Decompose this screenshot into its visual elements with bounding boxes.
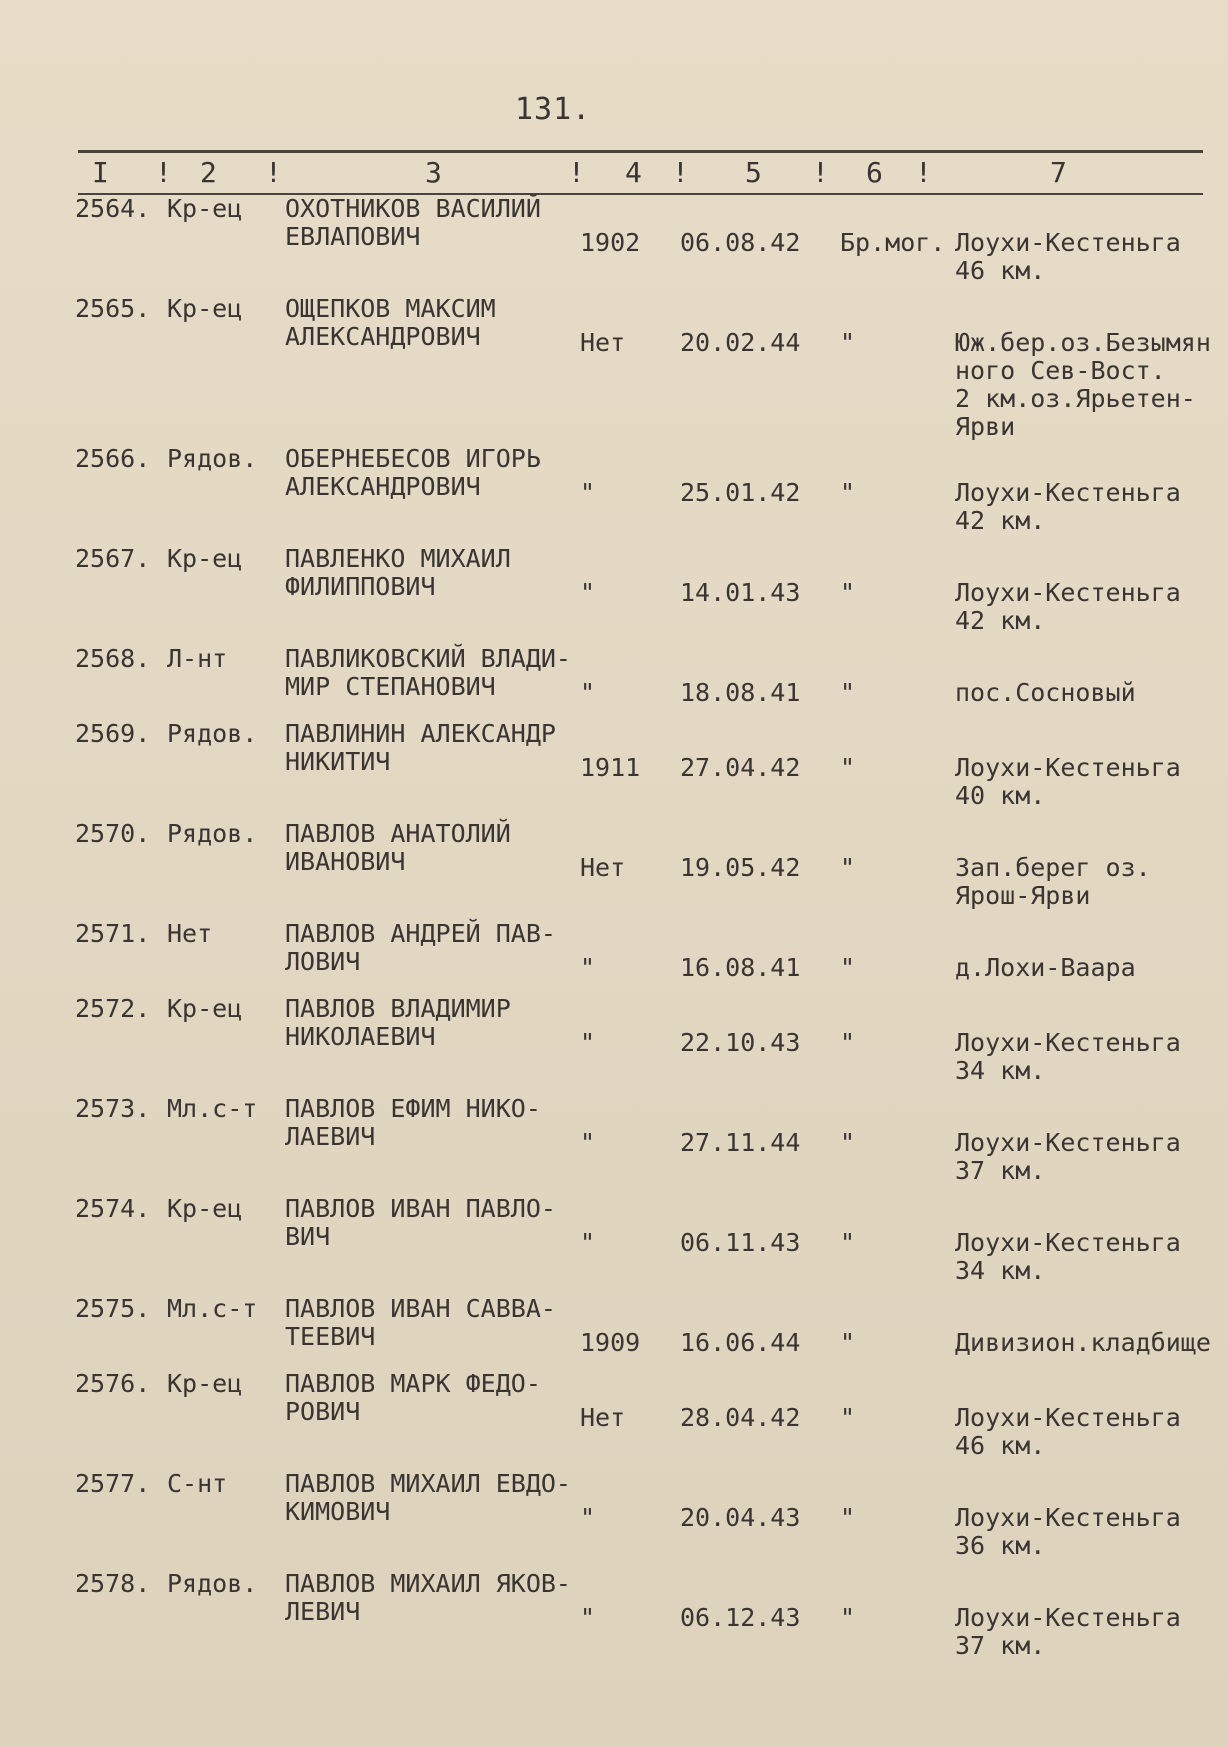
- birth-year: Нет: [580, 1403, 626, 1432]
- burial-place: Юж.бер.оз.Безымян ного Сев-Вост. 2 км.оз.Ярьетен- Ярви: [955, 328, 1211, 441]
- column-header-7: 7: [1050, 156, 1067, 189]
- birth-year: ": [580, 953, 596, 982]
- column-separator: !: [812, 156, 829, 189]
- death-date: 20.02.44: [680, 328, 801, 357]
- death-date: 16.08.41: [680, 953, 801, 982]
- column-separator: !: [672, 156, 689, 189]
- rank: Нет: [167, 919, 213, 948]
- burial-type: ": [840, 953, 856, 982]
- burial-place: Лоухи-Кестеньга 34 км.: [955, 1028, 1181, 1085]
- burial-place: Зап.берег оз. Ярош-Ярви: [955, 853, 1151, 910]
- full-name: ОЩЕПКОВ МАКСИМ АЛЕКСАНДРОВИЧ: [285, 294, 496, 351]
- burial-type: ": [840, 678, 856, 707]
- death-date: 19.05.42: [680, 853, 801, 882]
- burial-type: ": [840, 578, 856, 607]
- burial-place: Лоухи-Кестеньга 46 км.: [955, 228, 1181, 285]
- burial-place: Лоухи-Кестеньга 40 км.: [955, 753, 1181, 810]
- burial-type: Бр.мог.: [840, 228, 946, 257]
- table-top-rule: [78, 150, 1203, 153]
- death-date: 06.08.42: [680, 228, 801, 257]
- burial-type: ": [840, 753, 856, 782]
- death-date: 18.08.41: [680, 678, 801, 707]
- birth-year: 1902: [580, 228, 641, 257]
- rank: С-нт: [167, 1469, 228, 1498]
- column-header-4: 4: [625, 156, 642, 189]
- death-date: 16.06.44: [680, 1328, 801, 1357]
- full-name: ПАВЛОВ АНАТОЛИЙ ИВАНОВИЧ: [285, 819, 511, 876]
- full-name: ПАВЛИНИН АЛЕКСАНДР НИКИТИЧ: [285, 719, 556, 776]
- column-header-3: 3: [425, 156, 442, 189]
- column-header-6: 6: [866, 156, 883, 189]
- rank: Рядов.: [167, 719, 258, 748]
- record-number: 2575.: [75, 1294, 151, 1323]
- burial-place: Лоухи-Кестеньга 34 км.: [955, 1228, 1181, 1285]
- rank: Кр-ец: [167, 1194, 243, 1223]
- column-separator: !: [568, 156, 585, 189]
- burial-type: ": [840, 1028, 856, 1057]
- burial-place: Лоухи-Кестеньга 37 км.: [955, 1603, 1181, 1660]
- burial-type: ": [840, 1228, 856, 1257]
- column-separator: !: [265, 156, 282, 189]
- record-number: 2564.: [75, 194, 151, 223]
- rank: Кр-ец: [167, 994, 243, 1023]
- burial-type: ": [840, 328, 856, 357]
- rank: Мл.с-т: [167, 1294, 258, 1323]
- burial-type: ": [840, 1503, 856, 1532]
- full-name: ПАВЛОВ ИВАН ПАВЛО- ВИЧ: [285, 1194, 556, 1251]
- column-separator: !: [915, 156, 932, 189]
- death-date: 22.10.43: [680, 1028, 801, 1057]
- record-number: 2568.: [75, 644, 151, 673]
- rank: Рядов.: [167, 444, 258, 473]
- record-number: 2569.: [75, 719, 151, 748]
- rank: Кр-ец: [167, 294, 243, 323]
- rank: Мл.с-т: [167, 1094, 258, 1123]
- burial-place: Лоухи-Кестеньга 42 км.: [955, 578, 1181, 635]
- burial-type: ": [840, 1128, 856, 1157]
- birth-year: ": [580, 478, 596, 507]
- full-name: ПАВЛЕНКО МИХАИЛ ФИЛИППОВИЧ: [285, 544, 511, 601]
- column-header-5: 5: [745, 156, 762, 189]
- birth-year: ": [580, 1503, 596, 1532]
- birth-year: 1911: [580, 753, 641, 782]
- birth-year: ": [580, 578, 596, 607]
- record-number: 2565.: [75, 294, 151, 323]
- burial-place: д.Лохи-Ваара: [955, 953, 1136, 982]
- burial-type: ": [840, 478, 856, 507]
- column-separator: !: [155, 156, 172, 189]
- burial-type: ": [840, 853, 856, 882]
- burial-type: ": [840, 1603, 856, 1632]
- burial-place: пос.Сосновый: [955, 678, 1136, 707]
- birth-year: ": [580, 1603, 596, 1632]
- record-number: 2573.: [75, 1094, 151, 1123]
- record-number: 2577.: [75, 1469, 151, 1498]
- full-name: ПАВЛОВ АНДРЕЙ ПАВ- ЛОВИЧ: [285, 919, 556, 976]
- column-header-1: I: [92, 156, 109, 189]
- full-name: ПАВЛОВ МИХАИЛ ЯКОВ- ЛЕВИЧ: [285, 1569, 571, 1626]
- birth-year: Нет: [580, 328, 626, 357]
- death-date: 06.11.43: [680, 1228, 801, 1257]
- header-bottom-rule: [78, 193, 1203, 195]
- death-date: 06.12.43: [680, 1603, 801, 1632]
- burial-place: Лоухи-Кестеньга 46 км.: [955, 1403, 1181, 1460]
- birth-year: Нет: [580, 853, 626, 882]
- birth-year: ": [580, 678, 596, 707]
- full-name: ПАВЛОВ ЕФИМ НИКО- ЛАЕВИЧ: [285, 1094, 541, 1151]
- burial-place: Дивизион.кладбище: [955, 1328, 1211, 1357]
- record-number: 2572.: [75, 994, 151, 1023]
- birth-year: ": [580, 1028, 596, 1057]
- death-date: 27.11.44: [680, 1128, 801, 1157]
- rank: Кр-ец: [167, 544, 243, 573]
- death-date: 27.04.42: [680, 753, 801, 782]
- record-number: 2566.: [75, 444, 151, 473]
- burial-type: ": [840, 1403, 856, 1432]
- full-name: ОХОТНИКОВ ВАСИЛИЙ ЕВЛАПОВИЧ: [285, 194, 541, 251]
- burial-place: Лоухи-Кестеньга 42 км.: [955, 478, 1181, 535]
- burial-place: Лоухи-Кестеньга 36 км.: [955, 1503, 1181, 1560]
- full-name: ПАВЛОВ МИХАИЛ ЕВДО- КИМОВИЧ: [285, 1469, 571, 1526]
- death-date: 25.01.42: [680, 478, 801, 507]
- rank: Л-нт: [167, 644, 228, 673]
- record-number: 2574.: [75, 1194, 151, 1223]
- full-name: ОБЕРНЕБЕСОВ ИГОРЬ АЛЕКСАНДРОВИЧ: [285, 444, 541, 501]
- record-number: 2567.: [75, 544, 151, 573]
- death-date: 28.04.42: [680, 1403, 801, 1432]
- record-number: 2578.: [75, 1569, 151, 1598]
- rank: Рядов.: [167, 1569, 258, 1598]
- full-name: ПАВЛОВ ИВАН САВВА- ТЕЕВИЧ: [285, 1294, 556, 1351]
- full-name: ПАВЛОВ ВЛАДИМИР НИКОЛАЕВИЧ: [285, 994, 511, 1051]
- column-header-2: 2: [200, 156, 217, 189]
- birth-year: 1909: [580, 1328, 641, 1357]
- death-date: 14.01.43: [680, 578, 801, 607]
- page-number: 131.: [515, 92, 592, 127]
- rank: Рядов.: [167, 819, 258, 848]
- record-number: 2576.: [75, 1369, 151, 1398]
- death-date: 20.04.43: [680, 1503, 801, 1532]
- rank: Кр-ец: [167, 194, 243, 223]
- burial-type: ": [840, 1328, 856, 1357]
- record-number: 2570.: [75, 819, 151, 848]
- record-number: 2571.: [75, 919, 151, 948]
- rank: Кр-ец: [167, 1369, 243, 1398]
- burial-place: Лоухи-Кестеньга 37 км.: [955, 1128, 1181, 1185]
- full-name: ПАВЛОВ МАРК ФЕДО- РОВИЧ: [285, 1369, 541, 1426]
- birth-year: ": [580, 1128, 596, 1157]
- full-name: ПАВЛИКОВСКИЙ ВЛАДИ- МИР СТЕПАНОВИЧ: [285, 644, 571, 701]
- birth-year: ": [580, 1228, 596, 1257]
